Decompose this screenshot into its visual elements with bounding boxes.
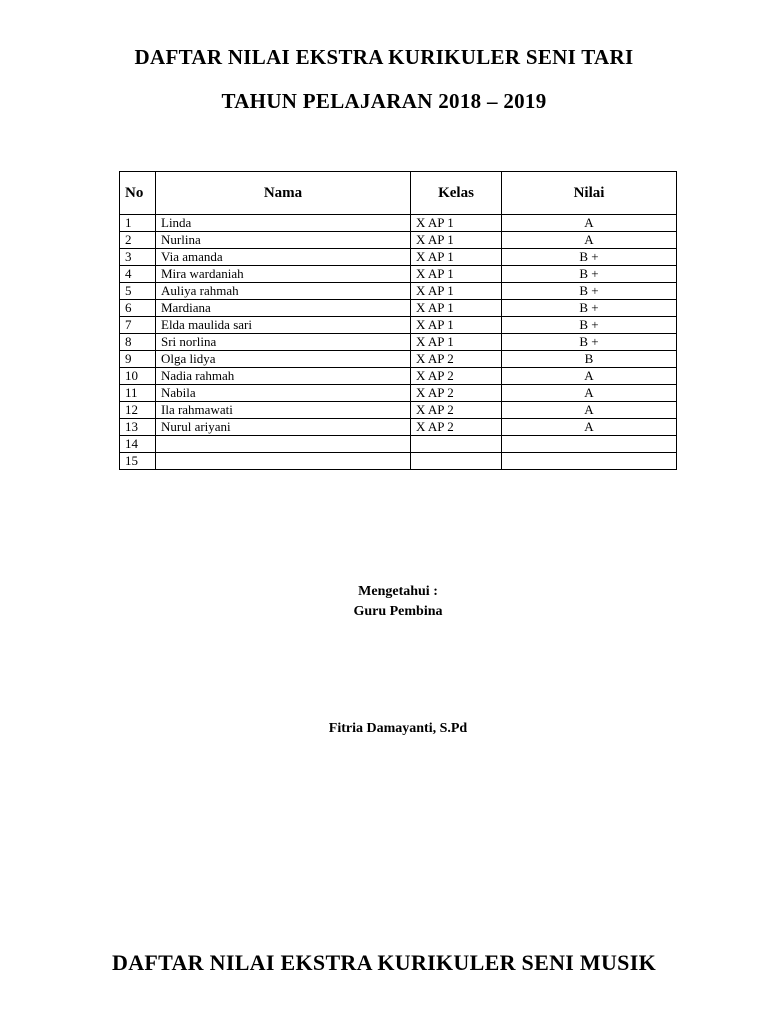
table-body	[120, 215, 677, 470]
cell-kelas: X AP 2	[411, 368, 502, 385]
signature-role: Guru Pembina	[353, 604, 443, 619]
table-row	[120, 266, 677, 283]
cell-kelas: X AP 2	[411, 419, 502, 436]
header-kelas: Kelas	[411, 172, 502, 215]
cell-nama: Nurul ariyani	[156, 419, 411, 436]
cell-kelas: X AP 1	[411, 317, 502, 334]
cell-kelas: X AP 1	[411, 334, 502, 351]
cell-nama: Nadia rahmah	[156, 368, 411, 385]
cell-nilai: B +	[502, 249, 677, 266]
table-row	[120, 402, 677, 419]
cell-kelas: X AP 1	[411, 283, 502, 300]
cell-no: 14	[120, 436, 156, 453]
cell-no: 6	[120, 300, 156, 317]
cell-nilai: B	[502, 351, 677, 368]
signature-name: Fitria Damayanti, S.Pd	[328, 721, 468, 736]
cell-no: 9	[120, 351, 156, 368]
table-row	[120, 249, 677, 266]
cell-no: 15	[120, 453, 156, 470]
cell-nama: Via amanda	[156, 249, 411, 266]
cell-kelas: X AP 2	[411, 385, 502, 402]
cell-nilai: A	[502, 385, 677, 402]
cell-nama: Auliya rahmah	[156, 283, 411, 300]
cell-no: 1	[120, 215, 156, 232]
table-row	[120, 385, 677, 402]
cell-kelas: X AP 1	[411, 249, 502, 266]
cell-kelas: X AP 2	[411, 351, 502, 368]
table-header-row	[120, 172, 677, 215]
table-row	[120, 334, 677, 351]
cell-nama: Olga lidya	[156, 351, 411, 368]
cell-no: 4	[120, 266, 156, 283]
table-row	[120, 419, 677, 436]
cell-nilai: A	[502, 215, 677, 232]
document-title: DAFTAR NILAI EKSTRA KURIKULER SENI TARI	[134, 45, 634, 69]
table-row	[120, 215, 677, 232]
cell-kelas: X AP 1	[411, 266, 502, 283]
cell-kelas: X AP 1	[411, 232, 502, 249]
header-no: No	[120, 172, 156, 215]
cell-no: 13	[120, 419, 156, 436]
cell-kelas	[411, 453, 502, 470]
cell-no: 7	[120, 317, 156, 334]
signature-acknowledged: Mengetahui :	[358, 584, 438, 599]
next-section-title: DAFTAR NILAI EKSTRA KURIKULER SENI MUSIK	[112, 950, 656, 975]
table-row	[120, 453, 677, 470]
header-nama: Nama	[156, 172, 411, 215]
cell-no: 8	[120, 334, 156, 351]
cell-nama: Nabila	[156, 385, 411, 402]
cell-nilai: B +	[502, 334, 677, 351]
document-subtitle: TAHUN PELAJARAN 2018 – 2019	[221, 89, 547, 113]
cell-nilai: B +	[502, 266, 677, 283]
cell-nama: Nurlina	[156, 232, 411, 249]
table-row	[120, 317, 677, 334]
cell-kelas	[411, 436, 502, 453]
cell-nilai: A	[502, 419, 677, 436]
cell-nilai	[502, 453, 677, 470]
cell-no: 11	[120, 385, 156, 402]
cell-nama: Elda maulida sari	[156, 317, 411, 334]
cell-nama	[156, 453, 411, 470]
cell-no: 5	[120, 283, 156, 300]
cell-kelas: X AP 1	[411, 300, 502, 317]
table-row	[120, 368, 677, 385]
cell-no: 12	[120, 402, 156, 419]
cell-nama	[156, 436, 411, 453]
grades-table	[119, 171, 677, 470]
cell-nama: Linda	[156, 215, 411, 232]
cell-kelas: X AP 1	[411, 215, 502, 232]
table-row	[120, 351, 677, 368]
cell-nilai: A	[502, 232, 677, 249]
cell-nilai: B +	[502, 317, 677, 334]
cell-nilai: B +	[502, 283, 677, 300]
table-row	[120, 300, 677, 317]
cell-no: 10	[120, 368, 156, 385]
header-nilai: Nilai	[502, 172, 677, 215]
cell-nama: Sri norlina	[156, 334, 411, 351]
cell-kelas: X AP 2	[411, 402, 502, 419]
cell-no: 2	[120, 232, 156, 249]
cell-nilai: A	[502, 402, 677, 419]
cell-nilai: A	[502, 368, 677, 385]
cell-nama: Mardiana	[156, 300, 411, 317]
cell-nama: Ila rahmawati	[156, 402, 411, 419]
cell-no: 3	[120, 249, 156, 266]
cell-nama: Mira wardaniah	[156, 266, 411, 283]
table-row	[120, 436, 677, 453]
table-row	[120, 283, 677, 300]
cell-nilai: B +	[502, 300, 677, 317]
table-row	[120, 232, 677, 249]
cell-nilai	[502, 436, 677, 453]
